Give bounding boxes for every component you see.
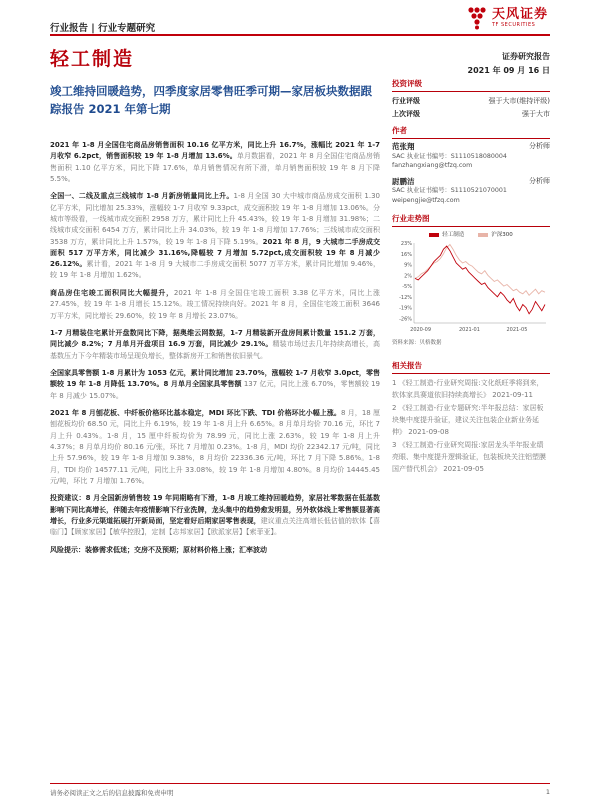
y-tick-label: -5%: [402, 284, 412, 291]
paragraph-text: 137 亿元，同比上涨 6.70%，零售额较 19 年 8 月减少 15.07%。: [50, 380, 380, 400]
related-report-item[interactable]: 1 《轻工制造-行业研究周报:文化纸旺季将到来，软体家具赛道依旧持续高增长》 2021-09-11: [392, 379, 544, 399]
paragraph-lead: 商品房住宅竣工面积同比大幅提升，: [50, 288, 174, 297]
analyst-sac: SAC 执业证书编号：S1110518080004: [392, 152, 507, 160]
analyst-name: 尉鹏洁: [392, 176, 415, 186]
y-tick-label: 23%: [400, 241, 412, 247]
logo-name-cn: 天风证券: [491, 7, 548, 22]
x-tick-label: 2021-01: [458, 327, 480, 333]
related-report-item[interactable]: 3 《轻工制造-行业研究周报:家居龙头半年报业绩亮眼、集中度提升逻辑验证，包装板块关注铝塑膜国产替代机会》 2021-09-05: [392, 441, 546, 473]
authors-list: [392, 142, 550, 205]
paragraph-lead: 2021 年 8 月，9 大城市二手房成交面积 517 万平方米，同比减少 31.16%,降幅较 7 月增加 5.72pct,成交面积较 19 年 8 月减少 26.12%。: [50, 237, 380, 269]
paragraph-lead: 全国一、二线及重点三线城市 1-8 月新房销量同比上升。: [50, 192, 234, 201]
report-meta: [468, 50, 550, 78]
rating-value: 强于大市(维持评级): [488, 97, 550, 105]
series-line: [415, 246, 545, 314]
body-paragraph: [50, 493, 380, 538]
legend-label: 轻工制造: [442, 232, 465, 238]
authors-heading: 作者: [392, 125, 550, 139]
legend-swatch: [429, 233, 439, 237]
body-paragraph: [50, 288, 380, 322]
body-paragraph: [50, 545, 380, 556]
analyst-name: 范张翔: [392, 142, 415, 151]
y-tick-label: -26%: [399, 316, 412, 323]
paragraph-lead: 全国家具零售额 1-8 月累计为 1053 亿元，累计同比增加 23.70%，涨幅较 1-7 月收窄 3.0pct，零售额较 19 年 1-8 月降低 13.70%。8 月单月全国家具零售额: [50, 369, 380, 389]
report-category: 行业报告 | 行业专题研究: [50, 23, 156, 34]
x-tick-label: 2020-09: [410, 327, 432, 333]
paragraph-lead: 风险提示：装修需求低迷；交房不及预期；原材料价格上涨；汇率波动: [50, 545, 267, 554]
disclaimer-note: 请务必阅读正文之后的信息披露和免责申明: [50, 789, 174, 797]
paragraph-lead: 投资建议：8 月全国新房销售较 19 年同期略有下滑，1-8 月竣工维持回暖趋势，家居社零数据在低基数影响下同比高增长，伴随去年疫情影响下行业洗牌，龙头集中的趋势愈发明显，另外软体线上零售额显著高增长，行业多元渠道拓展打开新局面，坚定看好后期家居零售表现，: [50, 494, 380, 526]
body-paragraph: [50, 140, 380, 185]
chart-source: 资料来源：贝格数据: [392, 340, 442, 346]
legend-item: [478, 230, 513, 238]
body-paragraph: [50, 368, 380, 402]
paragraph-text: 8 月，18 厘刨花板均价 68.50 元，同比上升 6.19%，较 19 年 1-8 月上升 6.65%。8 月单月均价 70.16 元，环比 7 月上升 0.43%。1-8 月，15 厘中纤板均价为 78.99 元，同比上涨 2.63%，较 19 年 1-8 月上升 4.37%；8 月单月均价 80.16 元/张，环比 7 月增加 0.23%。1-8 月，MDI 均价 22342.17 元/吨，同比上升 57.96%，较 19 年 1-8 月增加 9.38%，8 月均价 22336.36 元/吨，环比 7 月下降 5.86%。1-8 月，TDI 均价 14577.11 元/吨，同比上升 33.08%，较 19 年 1-8 月增加 4.80%。8 月均价 14445.45 元/吨，环比 7 月增加 1.76%。: [50, 409, 380, 485]
page-number: 1: [545, 788, 550, 796]
report-body: [50, 140, 380, 562]
paragraph-text: 1-8 月全国 30 大中城市商品房成交面积 1.30 亿平方米，同比增加 25.33%，涨幅较 1-7 月收窄 9.33pct，成交面积较 19 年 1-8 月增加 13.06%。分城市等级看，一线城市成交面积 2958 万方，累计同比上升 45.43%，较 19 年 1-8 月增加 31.98%；二线城市成交面积 6454 万方，累计同比上升 34.03%，较 19 年 1-8 月增加 17.76%；三线城市成交面积 3538 万方，累计同比上升 1.57%，较 19 年 1-8 月下降 5.19%。: [50, 192, 380, 246]
paragraph-text: 2021 年 1-8 月全国住宅竣工面积 3.38 亿平方米，同比上涨 27.45%，较 19 年 1-8 月增长 15.12%。竣工情况持续向好。2021 年 8 月，全国住宅竣工面积 3646 万平方米，同比增长 29.60%，较 19 年 8 月增长 23.07%。: [50, 288, 381, 320]
report-type: 证券研究报告: [502, 52, 550, 61]
paragraph-text: 建议重点关注高增长低估值的软体【喜临门】【顾家家居】【敏华控股】，定制【志邦家居】【欧派家居】【索菲亚】。: [50, 517, 381, 537]
analyst-role: 分析师: [529, 142, 550, 150]
report-sidebar: [392, 78, 550, 476]
related-heading: 相关报告: [392, 360, 550, 374]
y-tick-label: 16%: [400, 251, 412, 258]
analyst-email[interactable]: weipengjie@tfzq.com: [392, 196, 460, 204]
y-tick-label: -12%: [399, 294, 412, 301]
related-report-item[interactable]: 2 《轻工制造-行业专题研究:半年报总结：家居板块集中度提升验证，建议关注包装企业新业务延伸》 2021-09-08: [392, 404, 544, 436]
y-tick-label: 9%: [404, 262, 412, 269]
legend-swatch: [478, 233, 488, 237]
rating-heading: 投资评级: [392, 78, 550, 92]
paragraph-text: 累计看，2021 年 1-8 月 9 大城市二手房成交面积 5077 万平方米，累计同比增加 9.46%，较 19 年 1-8 月增加 1.62%。: [50, 260, 381, 280]
legend-item: [429, 230, 464, 238]
y-tick-label: 2%: [404, 273, 412, 280]
report-header: [50, 7, 550, 34]
header-divider: [50, 34, 550, 36]
analyst-card: [392, 142, 550, 171]
industry-title: 轻工制造: [50, 48, 135, 70]
paragraph-lead: 2021 年 1-8 月全国住宅商品房销售面积 10.16 亿平方米，同比上升 16.7%，涨幅比 2021 年 1-7 月收窄 6.2pct，销售面积较 19 年 1-8 月增加 13.6%。: [50, 141, 380, 161]
rating-value: 强于大市: [522, 110, 550, 118]
company-logo: [465, 6, 548, 30]
paragraph-text: 精装市场过去几年持续高增长，高基数压力下今年精装市场呈现负增长，整体新房开工和销售依旧景气。: [50, 340, 381, 360]
chart-legend: [392, 230, 550, 238]
logo-name-en: TF SECURITIES: [491, 22, 536, 28]
rating-table: [392, 95, 550, 121]
report-date: 2021 年 09 月 16 日: [467, 66, 550, 75]
related-reports-list: [392, 377, 550, 475]
industry-trend-chart: [392, 230, 550, 336]
rating-row: [392, 95, 550, 108]
paragraph-lead: 2021 年 8 月刨花板、中纤板价格环比基本稳定，MDI 环比下跌、TDI 价格环比小幅上涨。: [50, 409, 341, 418]
body-paragraph: [50, 328, 380, 362]
body-paragraph: [50, 408, 380, 487]
paragraph-lead: 1-7 月精装住宅累计开盘数同比下降，据奥维云网数据，1-7 月精装新开盘房间累计数量 151.2 万套，同比减少 8.2%；7 月单月开盘项目 16.9 万套，同比减少 29.1%。: [50, 329, 380, 349]
paragraph-text: 单月数据看，2021 年 8 月全国住宅商品房销售面积 1.10 亿平方米，同比下降 17.6%，单月销售情况有所下滑，单月销售面积较 19 年 8 月下降 5.5%。: [50, 152, 380, 183]
analyst-sac: SAC 执业证书编号：S1110521070001: [392, 187, 507, 194]
y-tick-label: -19%: [399, 305, 412, 312]
chart-heading: 行业走势图: [392, 213, 550, 227]
x-tick-label: 2021-05: [506, 327, 528, 333]
report-main-title: 竣工维持回暖趋势，四季度家居零售旺季可期—家居板块数据跟踪报告 2021 年第七期: [50, 84, 372, 116]
analyst-role: 分析师: [529, 176, 550, 185]
rating-row: [392, 108, 550, 121]
footer-divider: [50, 783, 550, 784]
trend-chart-svg: [392, 239, 550, 334]
legend-label: 沪深300: [491, 232, 513, 238]
analyst-email[interactable]: fanzhangxiang@tfzq.com: [392, 162, 473, 169]
rating-label: 行业评级: [392, 97, 420, 105]
logo-mark-icon: [465, 6, 489, 30]
analyst-card: [392, 177, 550, 206]
body-paragraph: [50, 191, 380, 281]
series-line: [415, 245, 545, 296]
rating-label: 上次评级: [392, 110, 420, 118]
